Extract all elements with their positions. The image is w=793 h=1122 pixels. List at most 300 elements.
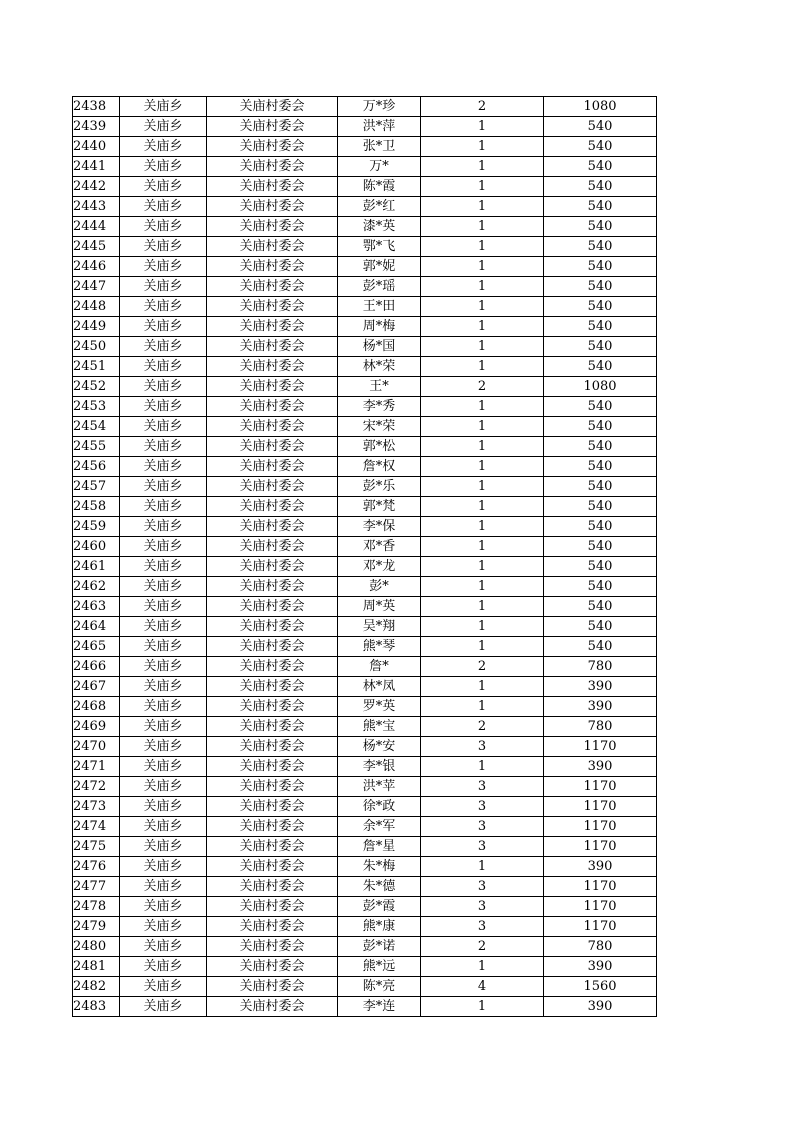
village-committee-cell: 关庙村委会 [207, 577, 338, 597]
amount-cell: 1170 [544, 897, 657, 917]
amount-cell: 1170 [544, 777, 657, 797]
township-cell: 关庙乡 [120, 377, 207, 397]
record-id-cell: 2453 [73, 397, 120, 417]
table-row [73, 157, 657, 177]
record-id-cell: 2462 [73, 577, 120, 597]
person-name-cell: 郭*梵 [338, 497, 421, 517]
table-row [73, 957, 657, 977]
village-committee-cell: 关庙村委会 [207, 817, 338, 837]
table-row [73, 237, 657, 257]
household-count-cell: 1 [421, 117, 544, 137]
table-row [73, 217, 657, 237]
village-committee-cell: 关庙村委会 [207, 337, 338, 357]
table-row [73, 637, 657, 657]
amount-cell: 540 [544, 237, 657, 257]
person-name-cell: 郭*松 [338, 437, 421, 457]
person-name-cell: 万*珍 [338, 97, 421, 117]
village-committee-cell: 关庙村委会 [207, 957, 338, 977]
household-count-cell: 4 [421, 977, 544, 997]
amount-cell: 540 [544, 517, 657, 537]
township-cell: 关庙乡 [120, 737, 207, 757]
table-row [73, 937, 657, 957]
township-cell: 关庙乡 [120, 977, 207, 997]
village-committee-cell: 关庙村委会 [207, 597, 338, 617]
household-count-cell: 1 [421, 437, 544, 457]
household-count-cell: 1 [421, 337, 544, 357]
township-cell: 关庙乡 [120, 197, 207, 217]
amount-cell: 390 [544, 677, 657, 697]
amount-cell: 1170 [544, 877, 657, 897]
household-count-cell: 1 [421, 757, 544, 777]
household-count-cell: 2 [421, 657, 544, 677]
amount-cell: 1560 [544, 977, 657, 997]
person-name-cell: 熊*宝 [338, 717, 421, 737]
amount-cell: 390 [544, 957, 657, 977]
record-id-cell: 2443 [73, 197, 120, 217]
township-cell: 关庙乡 [120, 537, 207, 557]
village-committee-cell: 关庙村委会 [207, 837, 338, 857]
record-id-cell: 2478 [73, 897, 120, 917]
village-committee-cell: 关庙村委会 [207, 257, 338, 277]
person-name-cell: 陈*霞 [338, 177, 421, 197]
table-row [73, 177, 657, 197]
record-id-cell: 2449 [73, 317, 120, 337]
record-id-cell: 2482 [73, 977, 120, 997]
record-id-cell: 2473 [73, 797, 120, 817]
record-id-cell: 2474 [73, 817, 120, 837]
household-count-cell: 1 [421, 957, 544, 977]
table-row [73, 537, 657, 557]
amount-cell: 540 [544, 577, 657, 597]
township-cell: 关庙乡 [120, 257, 207, 277]
table-row [73, 997, 657, 1017]
household-count-cell: 2 [421, 937, 544, 957]
table-row [73, 457, 657, 477]
village-committee-cell: 关庙村委会 [207, 417, 338, 437]
amount-cell: 1170 [544, 917, 657, 937]
table-row [73, 97, 657, 117]
village-committee-cell: 关庙村委会 [207, 757, 338, 777]
record-id-cell: 2460 [73, 537, 120, 557]
amount-cell: 1080 [544, 97, 657, 117]
township-cell: 关庙乡 [120, 897, 207, 917]
village-committee-cell: 关庙村委会 [207, 177, 338, 197]
household-count-cell: 1 [421, 997, 544, 1017]
household-count-cell: 1 [421, 237, 544, 257]
township-cell: 关庙乡 [120, 417, 207, 437]
person-name-cell: 漆*英 [338, 217, 421, 237]
amount-cell: 1170 [544, 837, 657, 857]
household-count-cell: 2 [421, 97, 544, 117]
household-count-cell: 1 [421, 397, 544, 417]
record-id-cell: 2469 [73, 717, 120, 737]
amount-cell: 390 [544, 757, 657, 777]
person-name-cell: 余*军 [338, 817, 421, 837]
table-row [73, 757, 657, 777]
household-count-cell: 2 [421, 717, 544, 737]
person-name-cell: 彭* [338, 577, 421, 597]
record-id-cell: 2481 [73, 957, 120, 977]
village-committee-cell: 关庙村委会 [207, 137, 338, 157]
table-row [73, 697, 657, 717]
person-name-cell: 洪*萍 [338, 117, 421, 137]
table-row [73, 977, 657, 997]
record-id-cell: 2476 [73, 857, 120, 877]
household-count-cell: 1 [421, 537, 544, 557]
village-committee-cell: 关庙村委会 [207, 217, 338, 237]
table-row [73, 477, 657, 497]
amount-cell: 540 [544, 177, 657, 197]
record-id-cell: 2447 [73, 277, 120, 297]
table-row [73, 597, 657, 617]
record-id-cell: 2477 [73, 877, 120, 897]
household-count-cell: 3 [421, 737, 544, 757]
amount-cell: 780 [544, 657, 657, 677]
table-row [73, 797, 657, 817]
record-id-cell: 2483 [73, 997, 120, 1017]
table-row [73, 337, 657, 357]
household-count-cell: 1 [421, 557, 544, 577]
amount-cell: 780 [544, 717, 657, 737]
township-cell: 关庙乡 [120, 137, 207, 157]
record-id-cell: 2441 [73, 157, 120, 177]
table-row [73, 197, 657, 217]
amount-cell: 540 [544, 137, 657, 157]
township-cell: 关庙乡 [120, 857, 207, 877]
village-committee-cell: 关庙村委会 [207, 197, 338, 217]
household-count-cell: 3 [421, 777, 544, 797]
amount-cell: 540 [544, 257, 657, 277]
township-cell: 关庙乡 [120, 797, 207, 817]
person-name-cell: 彭*红 [338, 197, 421, 217]
person-name-cell: 李*银 [338, 757, 421, 777]
amount-cell: 540 [544, 297, 657, 317]
record-id-cell: 2439 [73, 117, 120, 137]
person-name-cell: 郭*妮 [338, 257, 421, 277]
village-committee-cell: 关庙村委会 [207, 237, 338, 257]
person-name-cell: 林*荣 [338, 357, 421, 377]
amount-cell: 540 [544, 357, 657, 377]
household-count-cell: 1 [421, 497, 544, 517]
amount-cell: 540 [544, 537, 657, 557]
township-cell: 关庙乡 [120, 437, 207, 457]
household-count-cell: 1 [421, 477, 544, 497]
table-row [73, 857, 657, 877]
person-name-cell: 徐*政 [338, 797, 421, 817]
village-committee-cell: 关庙村委会 [207, 677, 338, 697]
person-name-cell: 朱*梅 [338, 857, 421, 877]
person-name-cell: 万* [338, 157, 421, 177]
household-count-cell: 3 [421, 817, 544, 837]
household-count-cell: 1 [421, 457, 544, 477]
household-count-cell: 2 [421, 377, 544, 397]
person-name-cell: 詹*星 [338, 837, 421, 857]
village-committee-cell: 关庙村委会 [207, 977, 338, 997]
record-id-cell: 2466 [73, 657, 120, 677]
township-cell: 关庙乡 [120, 877, 207, 897]
record-id-cell: 2471 [73, 757, 120, 777]
person-name-cell: 詹* [338, 657, 421, 677]
person-name-cell: 彭*诺 [338, 937, 421, 957]
record-id-cell: 2480 [73, 937, 120, 957]
village-committee-cell: 关庙村委会 [207, 657, 338, 677]
amount-cell: 540 [544, 217, 657, 237]
person-name-cell: 彭*霞 [338, 897, 421, 917]
household-count-cell: 1 [421, 637, 544, 657]
table-row [73, 497, 657, 517]
table-row [73, 777, 657, 797]
township-cell: 关庙乡 [120, 957, 207, 977]
amount-cell: 390 [544, 857, 657, 877]
village-committee-cell: 关庙村委会 [207, 377, 338, 397]
person-name-cell: 张*卫 [338, 137, 421, 157]
record-id-cell: 2468 [73, 697, 120, 717]
township-cell: 关庙乡 [120, 777, 207, 797]
household-count-cell: 1 [421, 277, 544, 297]
township-cell: 关庙乡 [120, 117, 207, 137]
person-name-cell: 熊*远 [338, 957, 421, 977]
table-row [73, 317, 657, 337]
household-count-cell: 1 [421, 517, 544, 537]
township-cell: 关庙乡 [120, 497, 207, 517]
record-id-cell: 2451 [73, 357, 120, 377]
person-name-cell: 洪*苹 [338, 777, 421, 797]
village-committee-cell: 关庙村委会 [207, 777, 338, 797]
household-count-cell: 1 [421, 157, 544, 177]
person-name-cell: 杨*安 [338, 737, 421, 757]
township-cell: 关庙乡 [120, 697, 207, 717]
amount-cell: 540 [544, 337, 657, 357]
household-count-cell: 1 [421, 417, 544, 437]
amount-cell: 1170 [544, 817, 657, 837]
township-cell: 关庙乡 [120, 277, 207, 297]
village-committee-cell: 关庙村委会 [207, 497, 338, 517]
person-name-cell: 陈*亮 [338, 977, 421, 997]
village-committee-cell: 关庙村委会 [207, 877, 338, 897]
record-id-cell: 2458 [73, 497, 120, 517]
record-id-cell: 2459 [73, 517, 120, 537]
township-cell: 关庙乡 [120, 557, 207, 577]
amount-cell: 540 [544, 417, 657, 437]
township-cell: 关庙乡 [120, 677, 207, 697]
household-count-cell: 1 [421, 297, 544, 317]
person-name-cell: 邓*香 [338, 537, 421, 557]
township-cell: 关庙乡 [120, 577, 207, 597]
village-committee-cell: 关庙村委会 [207, 897, 338, 917]
village-committee-cell: 关庙村委会 [207, 637, 338, 657]
amount-cell: 390 [544, 697, 657, 717]
table-row [73, 397, 657, 417]
village-committee-cell: 关庙村委会 [207, 737, 338, 757]
township-cell: 关庙乡 [120, 177, 207, 197]
person-name-cell: 王* [338, 377, 421, 397]
person-name-cell: 吴*翔 [338, 617, 421, 637]
village-committee-cell: 关庙村委会 [207, 157, 338, 177]
record-id-cell: 2445 [73, 237, 120, 257]
record-id-cell: 2467 [73, 677, 120, 697]
household-count-cell: 1 [421, 597, 544, 617]
amount-cell: 540 [544, 157, 657, 177]
township-cell: 关庙乡 [120, 157, 207, 177]
table-row [73, 817, 657, 837]
table-row [73, 897, 657, 917]
amount-cell: 540 [544, 597, 657, 617]
table-row [73, 677, 657, 697]
village-committee-cell: 关庙村委会 [207, 517, 338, 537]
village-committee-cell: 关庙村委会 [207, 557, 338, 577]
township-cell: 关庙乡 [120, 217, 207, 237]
village-committee-cell: 关庙村委会 [207, 457, 338, 477]
village-committee-cell: 关庙村委会 [207, 317, 338, 337]
household-count-cell: 1 [421, 197, 544, 217]
table-row [73, 877, 657, 897]
person-name-cell: 熊*琴 [338, 637, 421, 657]
table-row [73, 917, 657, 937]
record-id-cell: 2456 [73, 457, 120, 477]
amount-cell: 540 [544, 477, 657, 497]
person-name-cell: 彭*瑶 [338, 277, 421, 297]
household-count-cell: 1 [421, 857, 544, 877]
person-name-cell: 周*梅 [338, 317, 421, 337]
person-name-cell: 罗*英 [338, 697, 421, 717]
record-id-cell: 2463 [73, 597, 120, 617]
person-name-cell: 邓*龙 [338, 557, 421, 577]
table-row [73, 837, 657, 857]
household-count-cell: 1 [421, 177, 544, 197]
township-cell: 关庙乡 [120, 397, 207, 417]
household-count-cell: 1 [421, 317, 544, 337]
amount-cell: 540 [544, 617, 657, 637]
township-cell: 关庙乡 [120, 997, 207, 1017]
amount-cell: 780 [544, 937, 657, 957]
household-count-cell: 1 [421, 577, 544, 597]
household-count-cell: 3 [421, 797, 544, 817]
village-committee-cell: 关庙村委会 [207, 97, 338, 117]
village-committee-cell: 关庙村委会 [207, 797, 338, 817]
record-id-cell: 2444 [73, 217, 120, 237]
record-id-cell: 2479 [73, 917, 120, 937]
township-cell: 关庙乡 [120, 97, 207, 117]
village-committee-cell: 关庙村委会 [207, 277, 338, 297]
township-cell: 关庙乡 [120, 357, 207, 377]
records-table-body [73, 97, 657, 1017]
record-id-cell: 2446 [73, 257, 120, 277]
household-count-cell: 3 [421, 877, 544, 897]
table-row [73, 517, 657, 537]
person-name-cell: 李*秀 [338, 397, 421, 417]
village-committee-cell: 关庙村委会 [207, 477, 338, 497]
record-id-cell: 2465 [73, 637, 120, 657]
person-name-cell: 鄂*飞 [338, 237, 421, 257]
record-id-cell: 2475 [73, 837, 120, 857]
amount-cell: 540 [544, 317, 657, 337]
village-committee-cell: 关庙村委会 [207, 117, 338, 137]
village-committee-cell: 关庙村委会 [207, 857, 338, 877]
table-row [73, 737, 657, 757]
table-row [73, 377, 657, 397]
table-row [73, 417, 657, 437]
village-committee-cell: 关庙村委会 [207, 357, 338, 377]
record-id-cell: 2472 [73, 777, 120, 797]
table-row [73, 137, 657, 157]
household-count-cell: 1 [421, 697, 544, 717]
table-row [73, 117, 657, 137]
table-row [73, 557, 657, 577]
person-name-cell: 林*凤 [338, 677, 421, 697]
township-cell: 关庙乡 [120, 317, 207, 337]
village-committee-cell: 关庙村委会 [207, 437, 338, 457]
household-count-cell: 1 [421, 617, 544, 637]
household-count-cell: 3 [421, 917, 544, 937]
record-id-cell: 2448 [73, 297, 120, 317]
person-name-cell: 朱*德 [338, 877, 421, 897]
record-id-cell: 2452 [73, 377, 120, 397]
village-committee-cell: 关庙村委会 [207, 917, 338, 937]
amount-cell: 1170 [544, 737, 657, 757]
amount-cell: 540 [544, 197, 657, 217]
record-id-cell: 2440 [73, 137, 120, 157]
record-id-cell: 2461 [73, 557, 120, 577]
amount-cell: 540 [544, 497, 657, 517]
village-committee-cell: 关庙村委会 [207, 697, 338, 717]
amount-cell: 540 [544, 557, 657, 577]
household-count-cell: 1 [421, 257, 544, 277]
record-id-cell: 2457 [73, 477, 120, 497]
township-cell: 关庙乡 [120, 597, 207, 617]
amount-cell: 540 [544, 397, 657, 417]
village-committee-cell: 关庙村委会 [207, 997, 338, 1017]
table-row [73, 617, 657, 637]
table-row [73, 437, 657, 457]
record-id-cell: 2455 [73, 437, 120, 457]
household-count-cell: 1 [421, 677, 544, 697]
amount-cell: 540 [544, 277, 657, 297]
table-row [73, 277, 657, 297]
record-id-cell: 2438 [73, 97, 120, 117]
household-count-cell: 1 [421, 357, 544, 377]
record-id-cell: 2442 [73, 177, 120, 197]
amount-cell: 540 [544, 637, 657, 657]
village-committee-cell: 关庙村委会 [207, 397, 338, 417]
records-table [72, 96, 657, 1017]
person-name-cell: 詹*权 [338, 457, 421, 477]
household-count-cell: 3 [421, 837, 544, 857]
household-count-cell: 3 [421, 897, 544, 917]
village-committee-cell: 关庙村委会 [207, 297, 338, 317]
table-row [73, 257, 657, 277]
household-count-cell: 1 [421, 217, 544, 237]
township-cell: 关庙乡 [120, 937, 207, 957]
table-row [73, 577, 657, 597]
amount-cell: 390 [544, 997, 657, 1017]
record-id-cell: 2470 [73, 737, 120, 757]
person-name-cell: 周*英 [338, 597, 421, 617]
record-id-cell: 2454 [73, 417, 120, 437]
township-cell: 关庙乡 [120, 517, 207, 537]
amount-cell: 1080 [544, 377, 657, 397]
township-cell: 关庙乡 [120, 637, 207, 657]
township-cell: 关庙乡 [120, 477, 207, 497]
document-page [72, 96, 657, 1017]
village-committee-cell: 关庙村委会 [207, 937, 338, 957]
township-cell: 关庙乡 [120, 717, 207, 737]
person-name-cell: 李*连 [338, 997, 421, 1017]
table-row [73, 357, 657, 377]
township-cell: 关庙乡 [120, 657, 207, 677]
table-row [73, 717, 657, 737]
township-cell: 关庙乡 [120, 757, 207, 777]
township-cell: 关庙乡 [120, 817, 207, 837]
